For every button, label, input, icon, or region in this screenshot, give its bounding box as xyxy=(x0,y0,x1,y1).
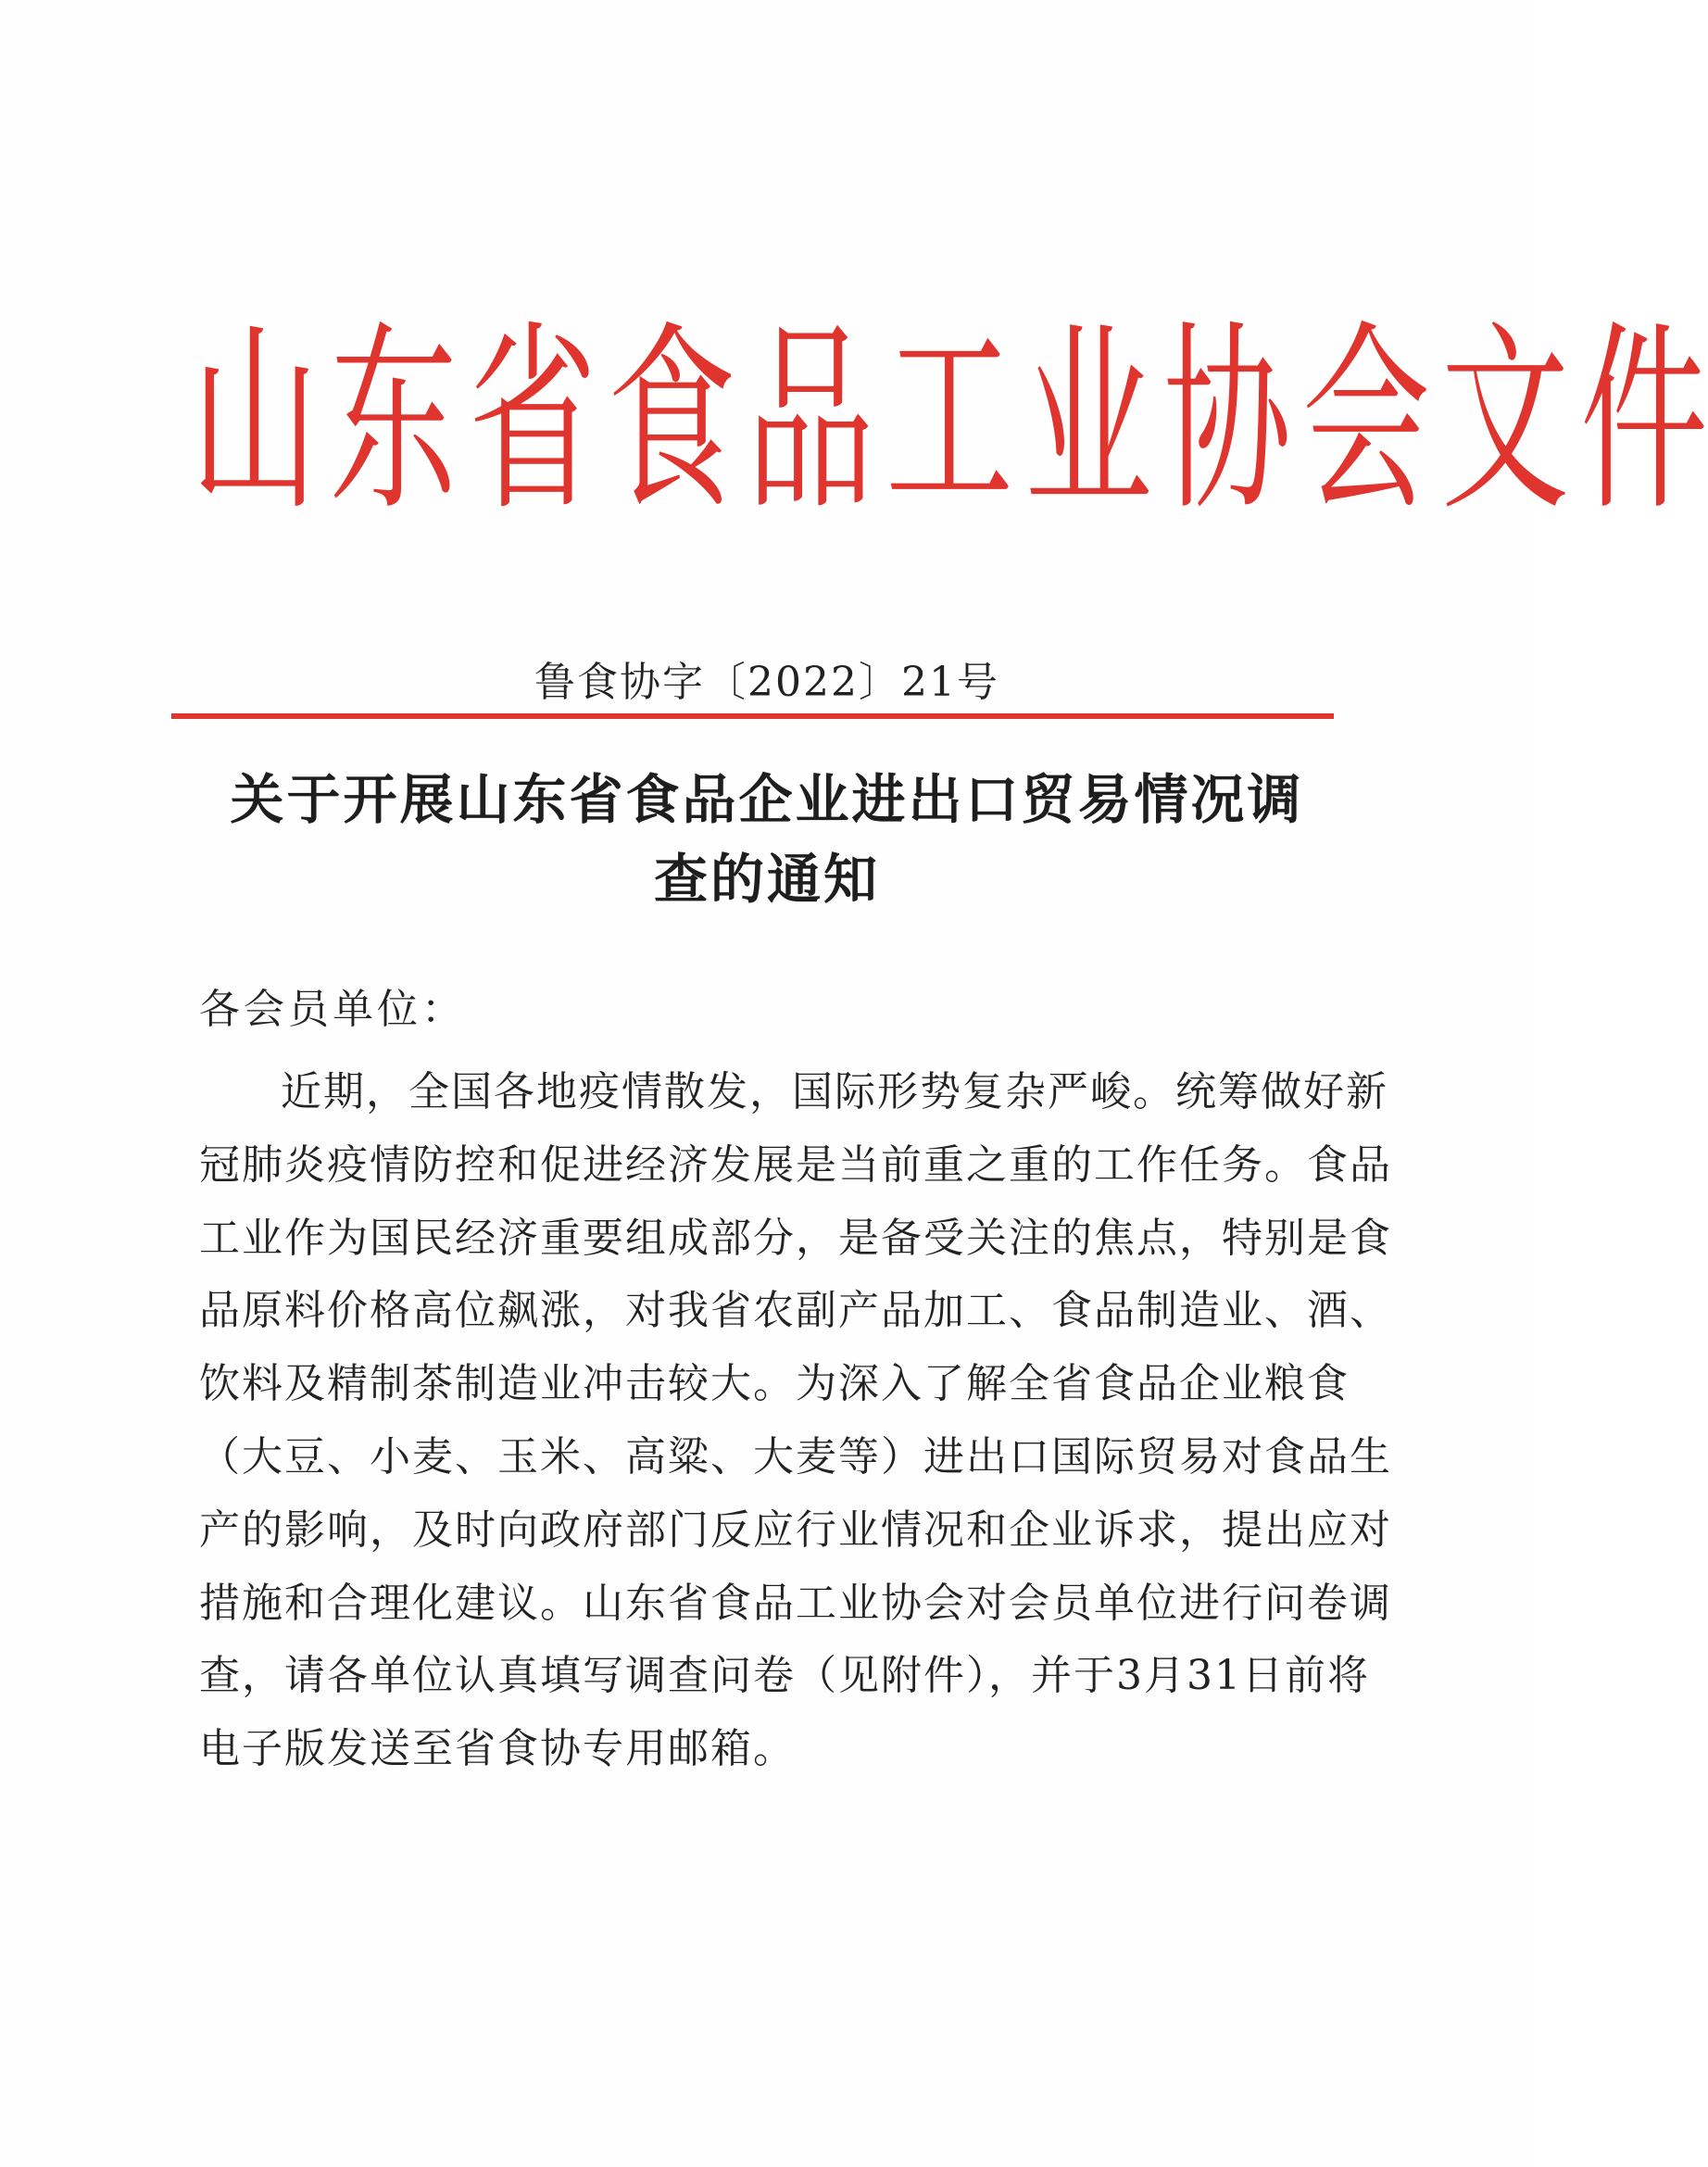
body-line: 产的影响，及时向政府部门反应行业情况和企业诉求，提出应对 xyxy=(199,1506,1392,1554)
body-line: 饮料及精制茶制造业冲击较大。为深入了解全省食品企业粮食 xyxy=(199,1360,1350,1408)
body-paragraph xyxy=(199,1056,1392,1786)
masthead-char: 食 xyxy=(608,304,736,539)
masthead-char: 协 xyxy=(1163,304,1292,539)
masthead-char: 工 xyxy=(885,304,1014,539)
notice-title xyxy=(167,760,1367,919)
body-line: 措施和合理化建议。山东省食品工业协会对会员单位进行问卷调 xyxy=(199,1579,1392,1627)
masthead-char: 省 xyxy=(469,304,597,539)
body-line: 查，请各单位认真填写调查问卷（见附件），并于3月31日前将 xyxy=(199,1652,1370,1700)
salutation: 各会员单位： xyxy=(199,986,466,1033)
masthead-char: 业 xyxy=(1024,304,1153,539)
body-line: 品原料价格高位飙涨，对我省农副产品加工、食品制造业、酒、 xyxy=(199,1287,1392,1335)
notice-title-line: 关于开展山东省食品企业进出口贸易情况调 xyxy=(230,768,1304,831)
masthead-char: 东 xyxy=(330,304,458,539)
masthead-char: 文 xyxy=(1441,304,1570,539)
masthead-char: 件 xyxy=(1580,304,1708,539)
masthead-char: 会 xyxy=(1302,304,1431,539)
document-number: 鲁食协字〔2022〕21号 xyxy=(534,659,999,706)
red-divider-line xyxy=(171,713,1334,719)
body-line: 冠肺炎疫情防控和促进经济发展是当前重之重的工作任务。食品 xyxy=(199,1140,1392,1189)
masthead-title xyxy=(185,304,1708,539)
masthead-char: 山 xyxy=(191,304,320,539)
body-line: （大豆、小麦、玉米、高粱、大麦等）进出口国际贸易对食品生 xyxy=(199,1432,1392,1480)
masthead-char: 品 xyxy=(747,304,875,539)
notice-title-line: 查的通知 xyxy=(653,848,880,911)
body-line: 近期，全国各地疫情散发，国际形势复杂严峻。统筹做好新 xyxy=(281,1068,1388,1115)
body-line: 工业作为国民经济重要组成部分，是备受关注的焦点，特别是食 xyxy=(199,1214,1392,1262)
body-line: 电子版发送至省食协专用邮箱。 xyxy=(199,1725,796,1773)
